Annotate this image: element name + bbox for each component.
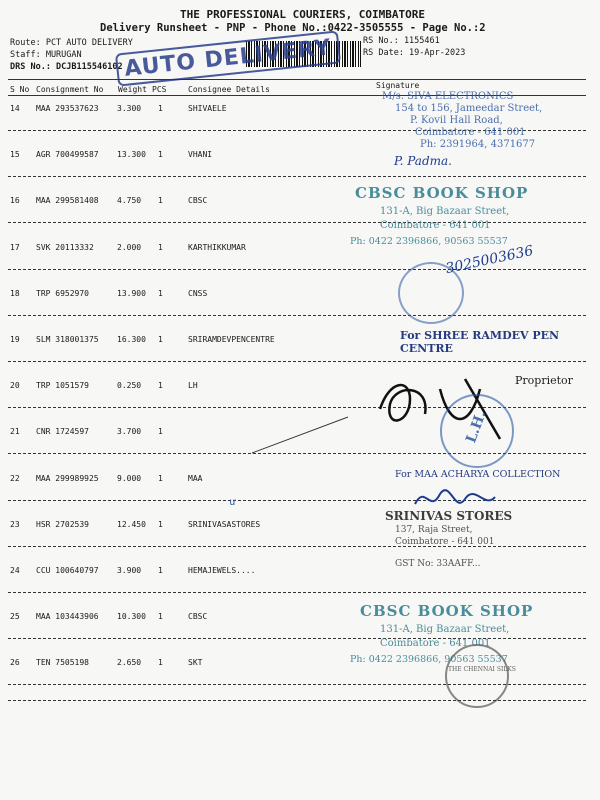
row-sno: 18 <box>10 288 20 298</box>
row-pcs: 1 <box>158 473 163 483</box>
row-pcs: 1 <box>158 335 163 344</box>
col-pcs: PCS <box>152 85 167 94</box>
row-sno: 17 <box>10 242 20 252</box>
footer-rule <box>8 700 586 701</box>
row-sno: 26 <box>10 658 20 668</box>
row-consignment-no: TRP 1051579 <box>36 381 89 391</box>
row-sno: 23 <box>10 519 20 529</box>
col-signature: Signature <box>376 81 420 90</box>
rs-date: RS Date: 19-Apr-2023 <box>363 48 466 58</box>
row-weight: 2.650 <box>117 658 142 668</box>
cbsc2-stamp-addr1: 131-A, Big Bazaar Street, <box>380 624 510 635</box>
document-subtitle: Delivery Runsheet - PNP - Phone No.:0422-3505555 - Page No.:2 <box>100 22 486 34</box>
row-consignee: SRINIVASASTORES <box>188 519 261 529</box>
row21-pen-stroke <box>250 415 350 455</box>
row-pcs: 1 <box>158 104 163 113</box>
rs-number: RS No.: 1155461 <box>363 36 440 46</box>
row-sno: 16 <box>10 196 20 206</box>
siva-stamp-line2: 154 to 156, Jameedar Street, <box>395 103 543 114</box>
staff-label: Staff: MURUGAN <box>10 50 82 60</box>
row-weight: 3.300 <box>117 104 142 113</box>
row-weight: 16.300 <box>117 335 146 344</box>
col-consignment: Consignment No <box>36 85 104 94</box>
srinivas-stamp-addr1: 137, Raja Street, <box>395 525 473 535</box>
chennai-silks-round-stamp <box>445 644 509 708</box>
row-pcs: 1 <box>158 612 163 622</box>
row-consignment-no: MAA 103443906 <box>36 612 99 622</box>
row-pcs: 1 <box>158 427 163 437</box>
row-sno: 24 <box>10 566 20 575</box>
row-pcs: 1 <box>158 519 163 529</box>
route-label: Route: PCT AUTO DELIVERY <box>10 38 133 48</box>
row-sno: 14 <box>10 104 20 113</box>
siva-stamp-line3: P. Kovil Hall Road, <box>410 115 503 126</box>
row-consignee: HEMAJEWELS.... <box>188 566 256 575</box>
auto-delivery-stamp: AUTO DELIVERY <box>115 30 341 86</box>
srinivas-stamp-title: SRINIVAS STORES <box>385 509 513 523</box>
handwritten-number: 3025003636 <box>444 242 535 278</box>
row-sno: 15 <box>10 150 20 160</box>
row-consignment-no: CNR 1724597 <box>36 427 89 437</box>
cbsc2-stamp-addr2: Coimbatore - 641 001 <box>380 638 491 649</box>
row-pcs: 1 <box>158 381 163 391</box>
drs-label: DRS No.: DCJB115546102 <box>10 62 123 72</box>
maa-stamp: For MAA ACHARYA COLLECTION <box>395 469 561 480</box>
col-consignee: Consignee Details <box>188 85 270 94</box>
signature-area <box>350 84 595 704</box>
row-sno: 20 <box>10 381 20 391</box>
row-consignment-no: MAA 299989925 <box>36 473 99 483</box>
row-pcs: 1 <box>158 196 163 206</box>
row-consignment-no: TEN 7505198 <box>36 658 89 668</box>
row-consignee: SHIVAELE <box>188 104 227 113</box>
col-weight: Weight <box>118 85 147 94</box>
round-stamp-1 <box>398 262 464 324</box>
cbsc-stamp-title: CBSC BOOK SHOP <box>355 184 529 202</box>
siva-stamp-line1: M/s. SIVA ELECTRONICS <box>382 91 514 102</box>
row-weight: 3.700 <box>117 427 142 437</box>
sriramdev-stamp: For SHREE RAMDEV PEN CENTRE <box>400 329 560 355</box>
row-weight: 4.750 <box>117 196 142 206</box>
row22-mark: ư <box>230 497 237 508</box>
row-pcs: 1 <box>158 242 163 252</box>
row-pcs: 1 <box>158 288 163 298</box>
document-title: THE PROFESSIONAL COURIERS, COIMBATORE <box>180 8 426 21</box>
siva-stamp-line4: Coimbatore - 641 001 <box>415 127 526 138</box>
row-weight: 12.450 <box>117 519 146 529</box>
row-weight: 13.300 <box>117 150 146 160</box>
cbsc-stamp-phone: Ph: 0422 2396866, 90563 55537 <box>350 236 508 247</box>
row-sno: 21 <box>10 427 20 437</box>
row-consignee: CBSC <box>188 196 208 206</box>
row-consignment-no: TRP 6952970 <box>36 288 89 298</box>
row-pcs: 1 <box>158 566 163 575</box>
row-weight: 2.000 <box>117 242 142 252</box>
row-consignment-no: HSR 2702539 <box>36 519 89 529</box>
col-sno: S No <box>10 85 30 94</box>
row-consignment-no: SLM 318001375 <box>36 335 99 344</box>
row-consignment-no: SVK 20113332 <box>36 242 94 252</box>
cbsc2-stamp-phone: Ph: 0422 2396866, 90563 55537 <box>350 654 508 665</box>
row-sno: 25 <box>10 612 20 622</box>
row-consignee: MAA <box>188 473 203 483</box>
row-consignee: CBSC <box>188 612 208 622</box>
cbsc-stamp-addr2: Coimbatore - 641 001 <box>380 220 491 231</box>
signature-padma: P. Padma. <box>394 154 452 168</box>
row-pcs: 1 <box>158 658 163 668</box>
row-weight: 0.250 <box>117 381 142 391</box>
row-consignment-no: CCU 100640797 <box>36 566 99 575</box>
row-consignment-no: MAA 293537623 <box>36 104 99 113</box>
row-consignee: KARTHIKKUMAR <box>188 242 246 252</box>
row-sno: 19 <box>10 335 20 344</box>
chennai-silks-text: THE CHENNAI SILKS <box>448 666 516 673</box>
srinivas-stamp-gst: GST No: 33AAFF... <box>395 559 481 569</box>
row-consignee: CNSS <box>188 288 208 298</box>
row-pcs: 1 <box>158 150 163 160</box>
row-consignee: SKT <box>188 658 203 668</box>
row-weight: 9.000 <box>117 473 142 483</box>
row-consignee: VHANI <box>188 150 213 160</box>
row-weight: 3.900 <box>117 566 142 575</box>
cbsc2-stamp-title: CBSC BOOK SHOP <box>360 602 534 620</box>
row-consignment-no: MAA 299581408 <box>36 196 99 206</box>
cbsc-stamp-addr1: 131-A, Big Bazaar Street, <box>380 206 510 217</box>
row-weight: 13.900 <box>117 288 146 298</box>
lh-stamp-text: L.H. <box>463 408 490 446</box>
row-sno: 22 <box>10 473 20 483</box>
row-consignee: LH <box>188 381 198 391</box>
row-weight: 10.300 <box>117 612 146 622</box>
srinivas-stamp-addr2: Coimbatore - 641 001 <box>395 537 495 547</box>
header-top-rule <box>8 79 586 80</box>
row-consignment-no: AGR 700499587 <box>36 150 99 160</box>
siva-stamp-line5: Ph: 2391964, 4371677 <box>420 139 536 150</box>
row-consignee: SRIRAMDEVPENCENTRE <box>188 335 275 344</box>
proprietor-label: Proprietor <box>515 374 573 387</box>
